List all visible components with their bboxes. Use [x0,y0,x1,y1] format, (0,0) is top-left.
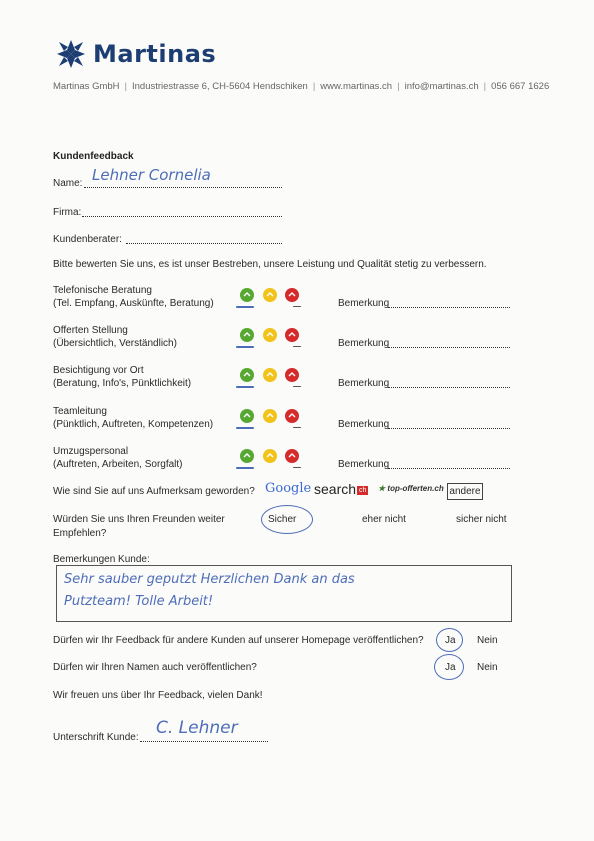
publish-name-yes-circle [434,654,464,680]
search-ch-suffix: ch [359,487,367,494]
recommend-question-line2: Empfehlen? [53,528,107,539]
google-logo-text: Google [265,481,312,496]
recommend-eher-nicht-option[interactable]: eher nicht [362,514,406,525]
rating-subtitle: (Pünktlich, Auftreten, Kompetenzen) [53,419,214,430]
rating-neutral-smiley-icon[interactable] [263,449,277,463]
rating-selected-underline [236,306,254,308]
rating-line-marker [293,467,301,468]
rating-bad-smiley-icon[interactable] [285,328,299,342]
address-company: Martinas GmbH [53,81,120,92]
address-phone: 056 667 1626 [491,81,550,92]
signature-label: Unterschrift Kunde: [53,732,139,743]
rating-bad-smiley-icon[interactable] [285,368,299,382]
intro-text: Bitte bewerten Sie uns, es ist unser Bestreben, unsere Leistung und Qualität stetig zu verbessern. [53,259,487,270]
address-email: info@martinas.ch [404,81,479,92]
martinas-logo-icon [55,38,87,70]
comments-label: Bemerkungen Kunde: [53,554,150,565]
rating-selected-underline [236,386,254,388]
rating-remark-label: Bemerkung [338,459,390,470]
rating-remark-field[interactable] [388,378,510,388]
publish-name-question: Dürfen wir Ihren Namen auch veröffentlichen? [53,662,257,673]
rating-bad-smiley-icon[interactable] [285,409,299,423]
rating-subtitle: (Tel. Empfang, Auskünfte, Beratung) [53,298,214,309]
rating-remark-label: Bemerkung [338,338,390,349]
search-logo-text: search [314,481,357,497]
google-option[interactable] [265,481,311,496]
rating-neutral-smiley-icon[interactable] [263,288,277,302]
rating-good-smiley-icon[interactable] [240,368,254,382]
comments-line-2: Putzteam! Tolle Arbeit! [64,594,214,609]
publish-name-yes[interactable]: Ja [445,662,456,673]
rating-good-smiley-icon[interactable] [240,409,254,423]
rating-remark-label: Bemerkung [338,419,390,430]
recommend-selected-circle [261,505,313,534]
rating-remark-field[interactable] [388,459,510,469]
rating-neutral-smiley-icon[interactable] [263,368,277,382]
name-label: Name: [53,178,83,189]
star-icon: ★ [378,484,386,493]
source-question: Wie sind Sie auf uns Aufmerksam geworden? [53,486,255,497]
rating-good-smiley-icon[interactable] [240,288,254,302]
rating-remark-field[interactable] [388,338,510,348]
rating-remark-label: Bemerkung [338,378,390,389]
rating-title: Telefonische Beratung [53,285,152,296]
recommend-sicher-nicht-option[interactable]: sicher nicht [456,514,507,525]
berater-label: Kundenberater: [53,234,122,245]
brand-name: Martinas [93,40,217,68]
rating-line-marker [293,427,301,428]
rating-neutral-smiley-icon[interactable] [263,328,277,342]
rating-remark-field[interactable] [388,298,510,308]
rating-good-smiley-icon[interactable] [240,449,254,463]
address-street: Industriestrasse 6, CH-5604 Hendschiken [131,81,308,92]
publish-feedback-yes-circle [436,628,463,652]
signature-handwritten: C. Lehner [156,718,238,738]
company-address: Martinas GmbH | Industriestrasse 6, CH-5604 Hendschiken | www.martinas.ch | info@martinas.ch | 056 667 1626 [53,81,550,92]
rating-good-smiley-icon[interactable] [240,328,254,342]
rating-line-marker [293,306,301,307]
rating-remark-field[interactable] [388,419,510,429]
form-title: Kundenfeedback [53,151,134,162]
publish-name-no[interactable]: Nein [477,662,498,673]
rating-subtitle: (Beratung, Info's, Pünktlichkeit) [53,378,192,389]
comments-line-1: Sehr sauber geputzt Herzlichen Dank an das [64,572,355,587]
rating-selected-underline [236,467,254,469]
rating-title: Offerten Stellung [53,325,128,336]
berater-field[interactable] [126,234,282,244]
publish-feedback-yes[interactable]: Ja [445,635,456,646]
firma-label: Firma: [53,207,82,218]
address-web: www.martinas.ch [320,81,393,92]
andere-option[interactable]: andere [447,483,483,500]
rating-subtitle: (Auftreten, Arbeiten, Sorgfalt) [53,459,183,470]
rating-bad-smiley-icon[interactable] [285,449,299,463]
thanks-text: Wir freuen uns über Ihr Feedback, vielen Dank! [53,690,263,701]
name-handwritten-value: Lehner Cornelia [92,166,211,184]
publish-feedback-question: Dürfen wir Ihr Feedback für andere Kunden auf unserer Homepage veröffentlichen? [53,635,424,646]
rating-title: Umzugspersonal [53,446,129,457]
rating-title: Teamleitung [53,406,107,417]
rating-line-marker [293,346,301,347]
rating-neutral-smiley-icon[interactable] [263,409,277,423]
rating-subtitle: (Übersichtlich, Verständlich) [53,338,177,349]
recommend-question-line1: Würden Sie uns Ihren Freunden weiter [53,514,225,525]
search-ch-option[interactable] [314,481,368,497]
rating-selected-underline [236,346,254,348]
rating-line-marker [293,386,301,387]
rating-bad-smiley-icon[interactable] [285,288,299,302]
topofferten-option[interactable] [378,484,444,493]
recommend-sicher-option[interactable]: Sicher [268,514,297,525]
rating-title: Besichtigung vor Ort [53,365,144,376]
rating-selected-underline [236,427,254,429]
rating-remark-label: Bemerkung [338,298,390,309]
topofferten-logo-text: top-offerten.ch [387,484,444,493]
publish-feedback-no[interactable]: Nein [477,635,498,646]
firma-field[interactable] [82,207,282,217]
